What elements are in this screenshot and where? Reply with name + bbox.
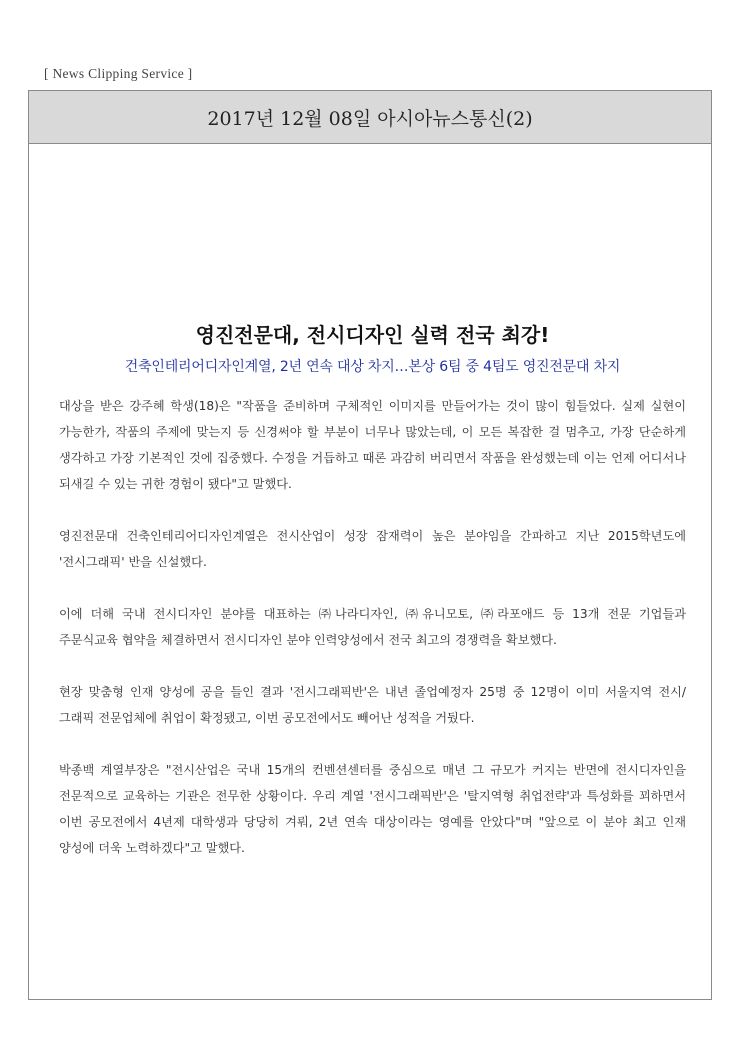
article-paragraph-1: 대상을 받은 강주혜 학생(18)은 "작품을 준비하며 구체적인 이미지를 만들어가는 것이 많이 힘들었다. 실제 실현이 가능한가, 작품의 주제에 맞는지 등 신경써야 할 부분이 너무나 많았는데, 이 모든 복잡한 걸 멈추고, 가장 단순하게 생각하고 가장 기본적인 것에 집중했다. 수정을 거듭하고 때론 과감히 버리면서 작품을 완성했는데 이는 언제 어디서나 되새길 수 있는 귀한 경험이 됐다"고 말했다. <box>59 399 686 491</box>
article-paragraph-2: 영진전문대 건축인테리어디자인계열은 전시산업이 성장 잠재력이 높은 분야임을 간파하고 지난 2015학년도에 '전시그래픽' 반을 신설했다. <box>59 529 686 569</box>
article-paragraph-4: 현장 맞춤형 인재 양성에 공을 들인 결과 '전시그래픽반'은 내년 졸업예정자 25명 중 12명이 이미 서울지역 전시/그래픽 전문업체에 취업이 확정됐고, 이번 공모전에서도 빼어난 성적을 거뒀다. <box>59 685 686 725</box>
clipping-date-source-title: 2017년 12월 08일 아시아뉴스통신(2) <box>207 107 533 130</box>
article-paragraph-3: 이에 더해 국내 전시디자인 분야를 대표하는 ㈜나라디자인, ㈜유니모토, ㈜라포애드 등 13개 전문 기업들과 주문식교육 협약을 체결하면서 전시디자인 분야 인력양성에서 전국 최고의 경쟁력을 확보했다. <box>59 607 686 647</box>
news-clipping-service-label: [ News Clipping Service ] <box>44 66 193 81</box>
article-body <box>59 319 686 887</box>
article-paragraph-5: 박종백 계열부장은 "전시산업은 국내 15개의 컨벤션센터를 중심으로 매년 그 규모가 커지는 반면에 전시디자인을 전문적으로 교육하는 기관은 전무한 상황이다. 우리 계열 '전시그래픽반'은 '탈지역형 취업전략'과 특성화를 꾀하면서 이번 공모전에서 4년제 대학생과 당당히 겨뤄, 2년 연속 대상이라는 영예를 안았다"며 "앞으로 이 분야 최고 인재 양성에 더욱 노력하겠다"고 말했다. <box>59 763 686 855</box>
clipping-header-bar <box>29 91 711 144</box>
article-headline: 영진전문대, 전시디자인 실력 전국 최강! <box>195 323 550 347</box>
article-subheadline: 건축인테리어디자인계열, 2년 연속 대상 차지…본상 6팀 중 4팀도 영진전문대 차지 <box>124 359 621 375</box>
clipping-frame <box>28 90 712 1000</box>
